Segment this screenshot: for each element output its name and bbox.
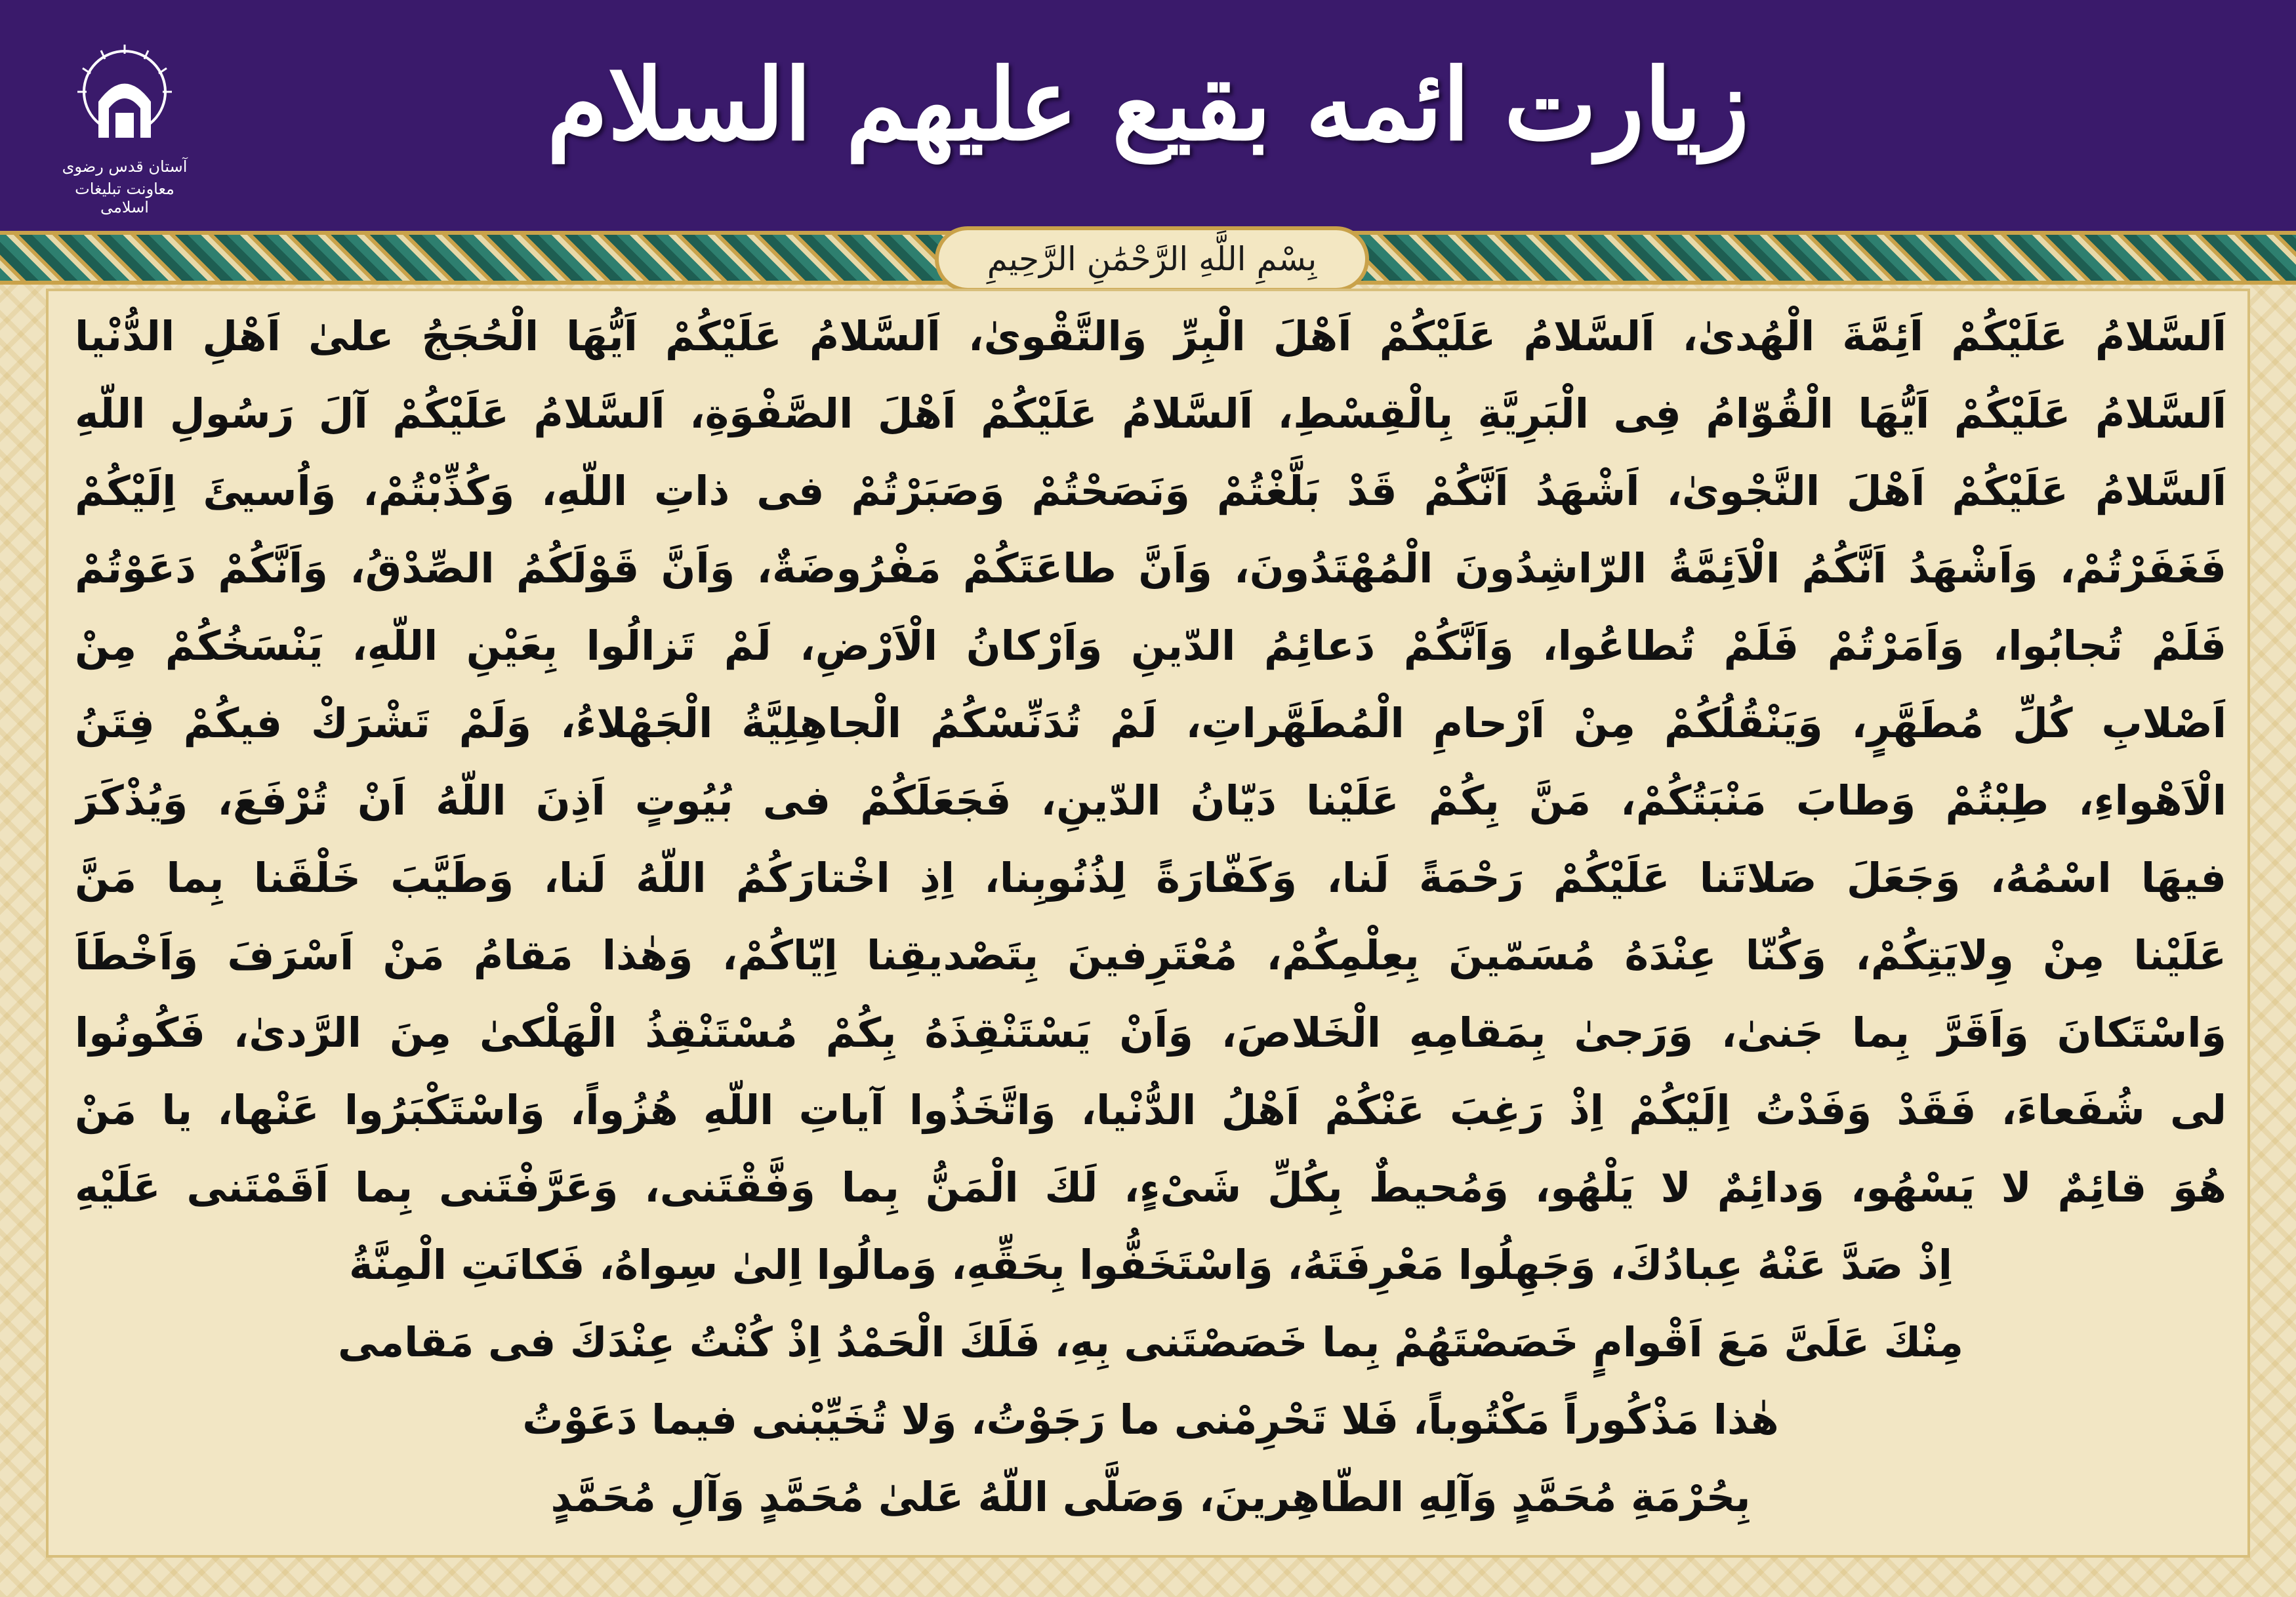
text-line: لى شُفَعاءَ، فَقَدْ وَفَدْتُ اِلَيْكُمْ اِذْ رَغِبَ عَنْكُمْ اَهْلُ الدُّنْيا، وَاتَّخَذُوا آياتِ اللّهِ هُزُواً، وَاسْتَكْبَرُوا عَنْها، يا مَنْ xyxy=(75,1086,2226,1134)
text-line: اَلسَّلامُ عَلَيْكُمْ اَهْلَ النَّجْوىٰ، اَشْهَدُ اَنَّكُمْ قَدْ بَلَّغْتُمْ وَنَصَحْتُمْ وَصَبَرْتُمْ فى ذاتِ اللّهِ، وَكُذِّبْتُمْ، وَاُسيئَ اِلَيْكُمْ xyxy=(75,467,2226,515)
text-line: اَلسَّلامُ عَلَيْكُمْ اَئِمَّةَ الْهُدىٰ، اَلسَّلامُ عَلَيْكُمْ اَهْلَ الْبِرِّ وَالتَّقْوىٰ، اَلسَّلامُ عَلَيْكُمْ اَيُّهَا الْحُجَجُ علىٰ اَهْلِ الدُّنْيا xyxy=(75,312,2226,360)
text-line: فَغَفَرْتُمْ، وَاَشْهَدُ اَنَّكُمُ الْاَئِمَّةُ الرّاشِدُونَ الْمُهْتَدُونَ، وَاَنَّ طاعَتَكُمْ مَفْرُوضَةٌ، وَاَنَّ قَوْلَكُمُ الصِّدْقُ، وَاَنَّكُمْ دَعَوْتُمْ xyxy=(75,544,2226,592)
text-line: مِنْكَ عَلَیَّ مَعَ اَقْوامٍ خَصَصْتَهُمْ بِما خَصَصْتَنى بِهِ، فَلَكَ الْحَمْدُ اِذْ كُنْتُ عِنْدَكَ فى مَقامى xyxy=(338,1318,1963,1366)
text-line: اِذْ صَدَّ عَنْهُ عِبادُكَ، وَجَهِلُوا مَعْرِفَتَهُ، وَاسْتَخَفُّوا بِحَقِّهِ، وَمالُوا اِلىٰ سِواهُ، فَكانَتِ الْمِنَّةُ xyxy=(348,1241,1952,1289)
text-line: عَلَيْنا مِنْ وِلايَتِكُمْ، وَكُنّا عِنْدَهُ مُسَمّينَ بِعِلْمِكُمْ، مُعْتَرِفينَ بِتَصْديقِنا اِيّاكُمْ، وَهٰذا مَقامُ مَنْ اَسْرَفَ وَاَخْطَاَ xyxy=(75,931,2226,979)
logo-line-1: آستان قدس رضوی xyxy=(62,157,188,176)
text-line: وَاسْتَكانَ وَاَقَرَّ بِما جَنىٰ، وَرَجىٰ بِمَقامِهِ الْخَلاصَ، وَاَنْ يَسْتَنْقِذَهُ بِكُمْ مُسْتَنْقِذُ الْهَلْكىٰ مِنَ الرَّدىٰ، فَكُونُوا xyxy=(75,1009,2226,1057)
text-line: هٰذا مَذْكُوراً مَكْتُوباً، فَلا تَحْرِمْنى ما رَجَوْتُ، وَلا تُخَيِّبْنى فيما دَعَوْتُ xyxy=(522,1396,1779,1444)
basmala-cartouche: بِسْمِ اللَّهِ الرَّحْمَٰنِ الرَّحِيمِ xyxy=(935,226,1369,292)
text-panel xyxy=(46,289,2250,1558)
text-line: الْاَهْواءِ، طِبْتُمْ وَطابَ مَنْبَتُكُمْ، مَنَّ بِكُمْ عَلَيْنا دَيّانُ الدّينِ، فَجَعَلَكُمْ فى بُيُوتٍ اَذِنَ اللّهُ اَنْ تُرْفَعَ، وَيُذْكَرَ xyxy=(75,777,2226,824)
text-line: بِحُرْمَةِ مُحَمَّدٍ وَآلِهِ الطّاهِرينَ، وَصَلَّى اللّهُ عَلىٰ مُحَمَّدٍ وَآلِ مُحَمَّدٍ xyxy=(550,1473,1751,1521)
page-title: زیارت ائمه بقیع علیهم السلام xyxy=(546,47,1750,163)
text-line: هُوَ قائِمٌ لا يَسْهُو، وَدائِمٌ لا يَلْهُو، وَمُحيطٌ بِكُلِّ شَیْءٍ، لَكَ الْمَنُّ بِما وَفَّقْتَنى، وَعَرَّفْتَنى بِما اَقَمْتَنى عَلَيْهِ xyxy=(75,1163,2226,1211)
text-line: اَلسَّلامُ عَلَيْكُمْ اَيُّهَا الْقُوّامُ فِى الْبَرِيَّةِ بِالْقِسْطِ، اَلسَّلامُ عَلَيْكُمْ اَهْلَ الصَّفْوَةِ، اَلسَّلامُ عَلَيْكُمْ آلَ رَسُولِ اللّهِ xyxy=(75,390,2226,437)
text-line: فَلَمْ تُجابُوا، وَاَمَرْتُمْ فَلَمْ تُطاعُوا، وَاَنَّكُمْ دَعائِمُ الدّينِ وَاَرْكانُ الْاَرْضِ، لَمْ تَزالُوا بِعَيْنِ اللّهِ، يَنْسَخُكُمْ مِنْ xyxy=(75,622,2226,670)
text-line: فيهَا اسْمُهُ، وَجَعَلَ صَلاتَنا عَلَيْكُمْ رَحْمَةً لَنا، وَكَفّارَةً لِذُنُوبِنا، اِذِ اخْتارَكُمُ اللّهُ لَنا، وَطَيَّبَ خَلْقَنا بِما مَنَّ xyxy=(75,854,2226,902)
header-banner xyxy=(0,0,2296,231)
logo-line-2: معاونت تبلیغات اسلامی xyxy=(75,180,174,216)
text-line: اَصْلابِ كُلِّ مُطَهَّرٍ، وَيَنْقُلُكُمْ مِنْ اَرْحامِ الْمُطَهَّراتِ، لَمْ تُدَنِّسْكُمُ الْجاهِلِيَّةُ الْجَهْلاءُ، وَلَمْ تَشْرَكْ فيكُمْ فِتَنُ xyxy=(75,699,2226,747)
